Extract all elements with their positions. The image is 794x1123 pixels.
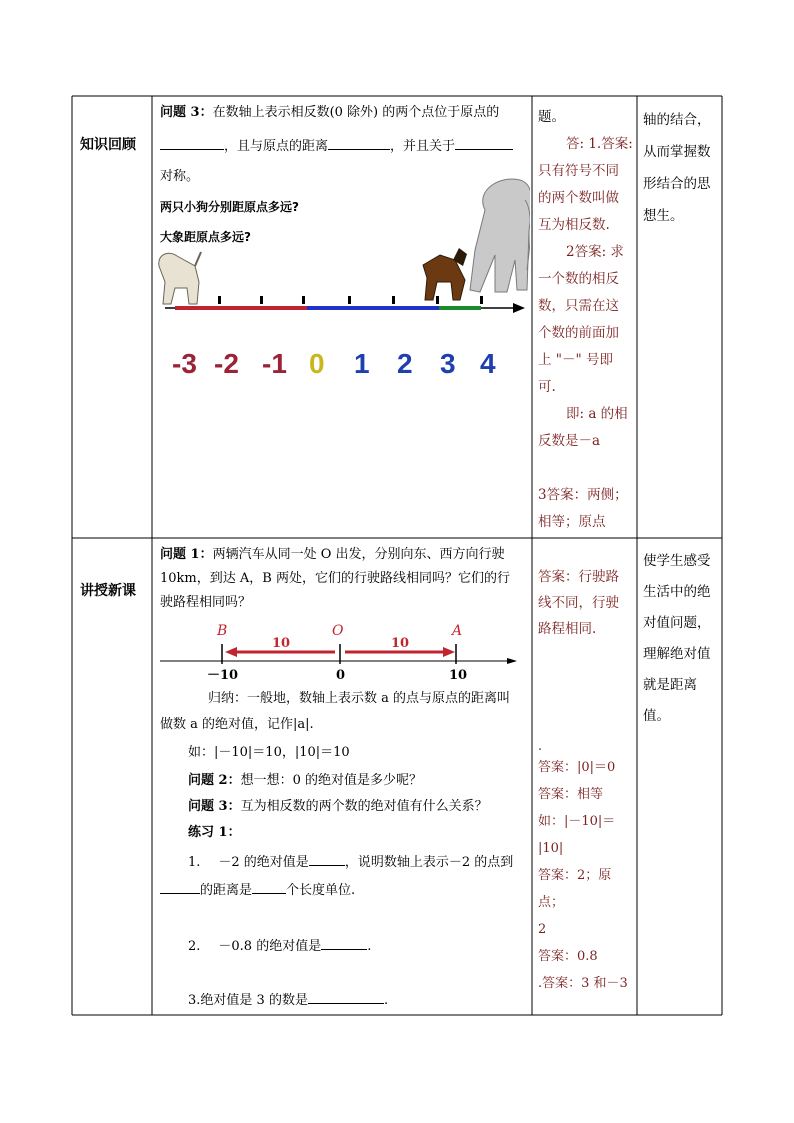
label-a: A	[452, 623, 463, 639]
answer-line: 答: 1.答案:	[566, 136, 633, 152]
answer-line: 2答案: 求	[566, 244, 624, 260]
review-answers	[538, 104, 634, 536]
label-b: B	[217, 623, 228, 639]
axis-number: 2	[397, 348, 413, 379]
ex2-b: .	[367, 939, 372, 954]
answer-line: 2	[538, 922, 547, 937]
distance-diagram	[155, 620, 525, 682]
summary-line1: ：一般地，数轴上表示数 a 的点与原点的距离叫	[234, 691, 511, 706]
q3-text: 互为相反数的两个数的绝对值有什么关系？	[240, 799, 488, 814]
intent-line: 对值问题，	[643, 615, 711, 631]
new-intent	[643, 546, 721, 732]
intent-line: 从而掌握数	[643, 144, 711, 160]
intent-line: 理解绝对值	[643, 646, 711, 662]
ex1-a: －2 的绝对值是	[218, 855, 309, 870]
axis-number: 1	[354, 348, 370, 379]
axis-number: -2	[214, 348, 239, 379]
answer-line: 个数的前面加	[538, 325, 619, 341]
answer-line: 数，只需在这	[538, 298, 619, 314]
answer-line: 线不同，行驶	[538, 595, 619, 611]
blank	[321, 936, 367, 950]
answer-line: .	[538, 739, 543, 754]
ex1-num: 1.	[188, 855, 201, 870]
intent-line: 想生。	[643, 208, 684, 224]
blank	[160, 136, 224, 150]
q1-line2: 10km，到达 A，B 两处，它们的行驶路线相同吗？它们的行	[160, 571, 510, 586]
answer-line: 即: a 的相	[566, 406, 628, 422]
answer-line: 只有符号不同	[538, 163, 619, 179]
answer-line: 可.	[538, 379, 556, 395]
ex1-d: 个长度单位.	[286, 883, 356, 898]
axis-number: -3	[172, 348, 197, 379]
new-answers	[538, 564, 634, 642]
answer-line: 相等；原点	[538, 514, 606, 530]
answer-line: 互为相反数.	[538, 217, 610, 233]
dog-left-illustration	[159, 252, 201, 304]
dog-right-illustration	[423, 248, 467, 300]
new-answers-lower	[538, 740, 634, 997]
answer-line: 一个数的相反	[538, 271, 619, 287]
blank	[308, 990, 384, 1004]
answer-line	[538, 455, 634, 482]
answer-line: 答案：2；原点；	[538, 868, 612, 910]
intent-line: 就是距离值。	[643, 677, 697, 724]
answer-line: 3答案：两侧；	[538, 487, 628, 503]
example-line: 如：|－10|＝10，|10|＝10	[188, 745, 350, 760]
stage-label-review: 知识回顾	[80, 137, 136, 153]
q2-label: 问题 2：	[188, 773, 241, 788]
q1-line1: 两辆汽车从同一处 O 出发，分别向东、西方向行驶	[212, 547, 505, 562]
right-distance: 10	[391, 636, 410, 651]
answer-line: 上 "－" 号即	[538, 352, 614, 368]
answer-line: 路程相同.	[538, 621, 597, 637]
answer-line: 答案：相等	[538, 787, 604, 802]
answer-line: 答案：|0|＝0	[538, 760, 616, 775]
new-content-lower	[160, 690, 528, 1010]
blank	[328, 136, 390, 150]
q3-line1: 在数轴上表示相反数(0 除外) 的两个点位于原点的	[212, 105, 500, 120]
blank	[252, 880, 286, 894]
q1-prefix: 问题 1：	[160, 547, 213, 562]
animal-number-line	[155, 170, 530, 330]
answer-line: 的两个数叫做	[538, 190, 619, 206]
axis-number: -1	[262, 348, 287, 379]
answer-line: 如：|－10|＝	[538, 814, 616, 829]
q1-line3: 驶路程相同吗？	[160, 595, 252, 610]
ex2-num: 2.	[188, 939, 201, 954]
label-o: O	[332, 623, 344, 639]
elephant-illustration	[470, 179, 530, 292]
tick-label: 0	[336, 668, 346, 682]
q3-prefix: 问题 3：	[160, 105, 213, 120]
blank	[455, 136, 513, 150]
exercise-label: 练习 1：	[188, 825, 241, 840]
blank	[309, 852, 345, 866]
answer-line: 答案：0.8	[538, 949, 598, 964]
ex3-b: .	[383, 993, 389, 1008]
q3-line2-a: ，且与原点的距离	[224, 139, 329, 154]
q3-label: 问题 3：	[188, 799, 241, 814]
blank	[160, 880, 200, 894]
answer-line: 题。	[538, 109, 565, 125]
answer-line: 答案：行驶路	[538, 569, 619, 585]
axis-number: 3	[440, 348, 456, 379]
answer-line: .答案：3 和－3	[538, 976, 628, 991]
q2-text: 想一想：0 的绝对值是多少呢？	[240, 773, 422, 788]
intent-line: 生活中的绝	[643, 584, 711, 600]
ex3-a: 3.绝对值是 3 的数是	[188, 993, 308, 1008]
tick-label: 10	[449, 668, 468, 682]
review-intent	[643, 104, 721, 232]
dogs-question: 两只小狗分别距原点多远?	[160, 200, 299, 214]
elephant-question: 大象距原点多远?	[160, 230, 251, 244]
intent-line: 使学生感受	[643, 553, 711, 569]
summary-label: 归纳	[208, 691, 235, 706]
stage-label-new: 讲授新课	[80, 583, 136, 599]
q3-line2-b: ，并且关于	[390, 139, 456, 154]
answer-line: |10|	[538, 841, 564, 856]
ex1-c: 的距离是	[200, 883, 253, 898]
intent-line: 轴的结合，	[643, 112, 711, 128]
tick-label: －10	[207, 668, 239, 682]
ex1-b: ，说明数轴上表示－2 的点到	[344, 855, 514, 870]
intent-line: 形结合的思	[643, 176, 711, 192]
axis-number: 4	[480, 348, 496, 379]
q3-line3: 对称。	[160, 169, 200, 184]
ex2-a: －0.8 的绝对值是	[218, 939, 322, 954]
left-distance: 10	[272, 636, 291, 651]
axis-number: 0	[309, 348, 325, 379]
answer-line: 反数是－a	[538, 433, 601, 449]
summary-line2: 做数 a 的绝对值，记作|a|.	[160, 717, 314, 732]
